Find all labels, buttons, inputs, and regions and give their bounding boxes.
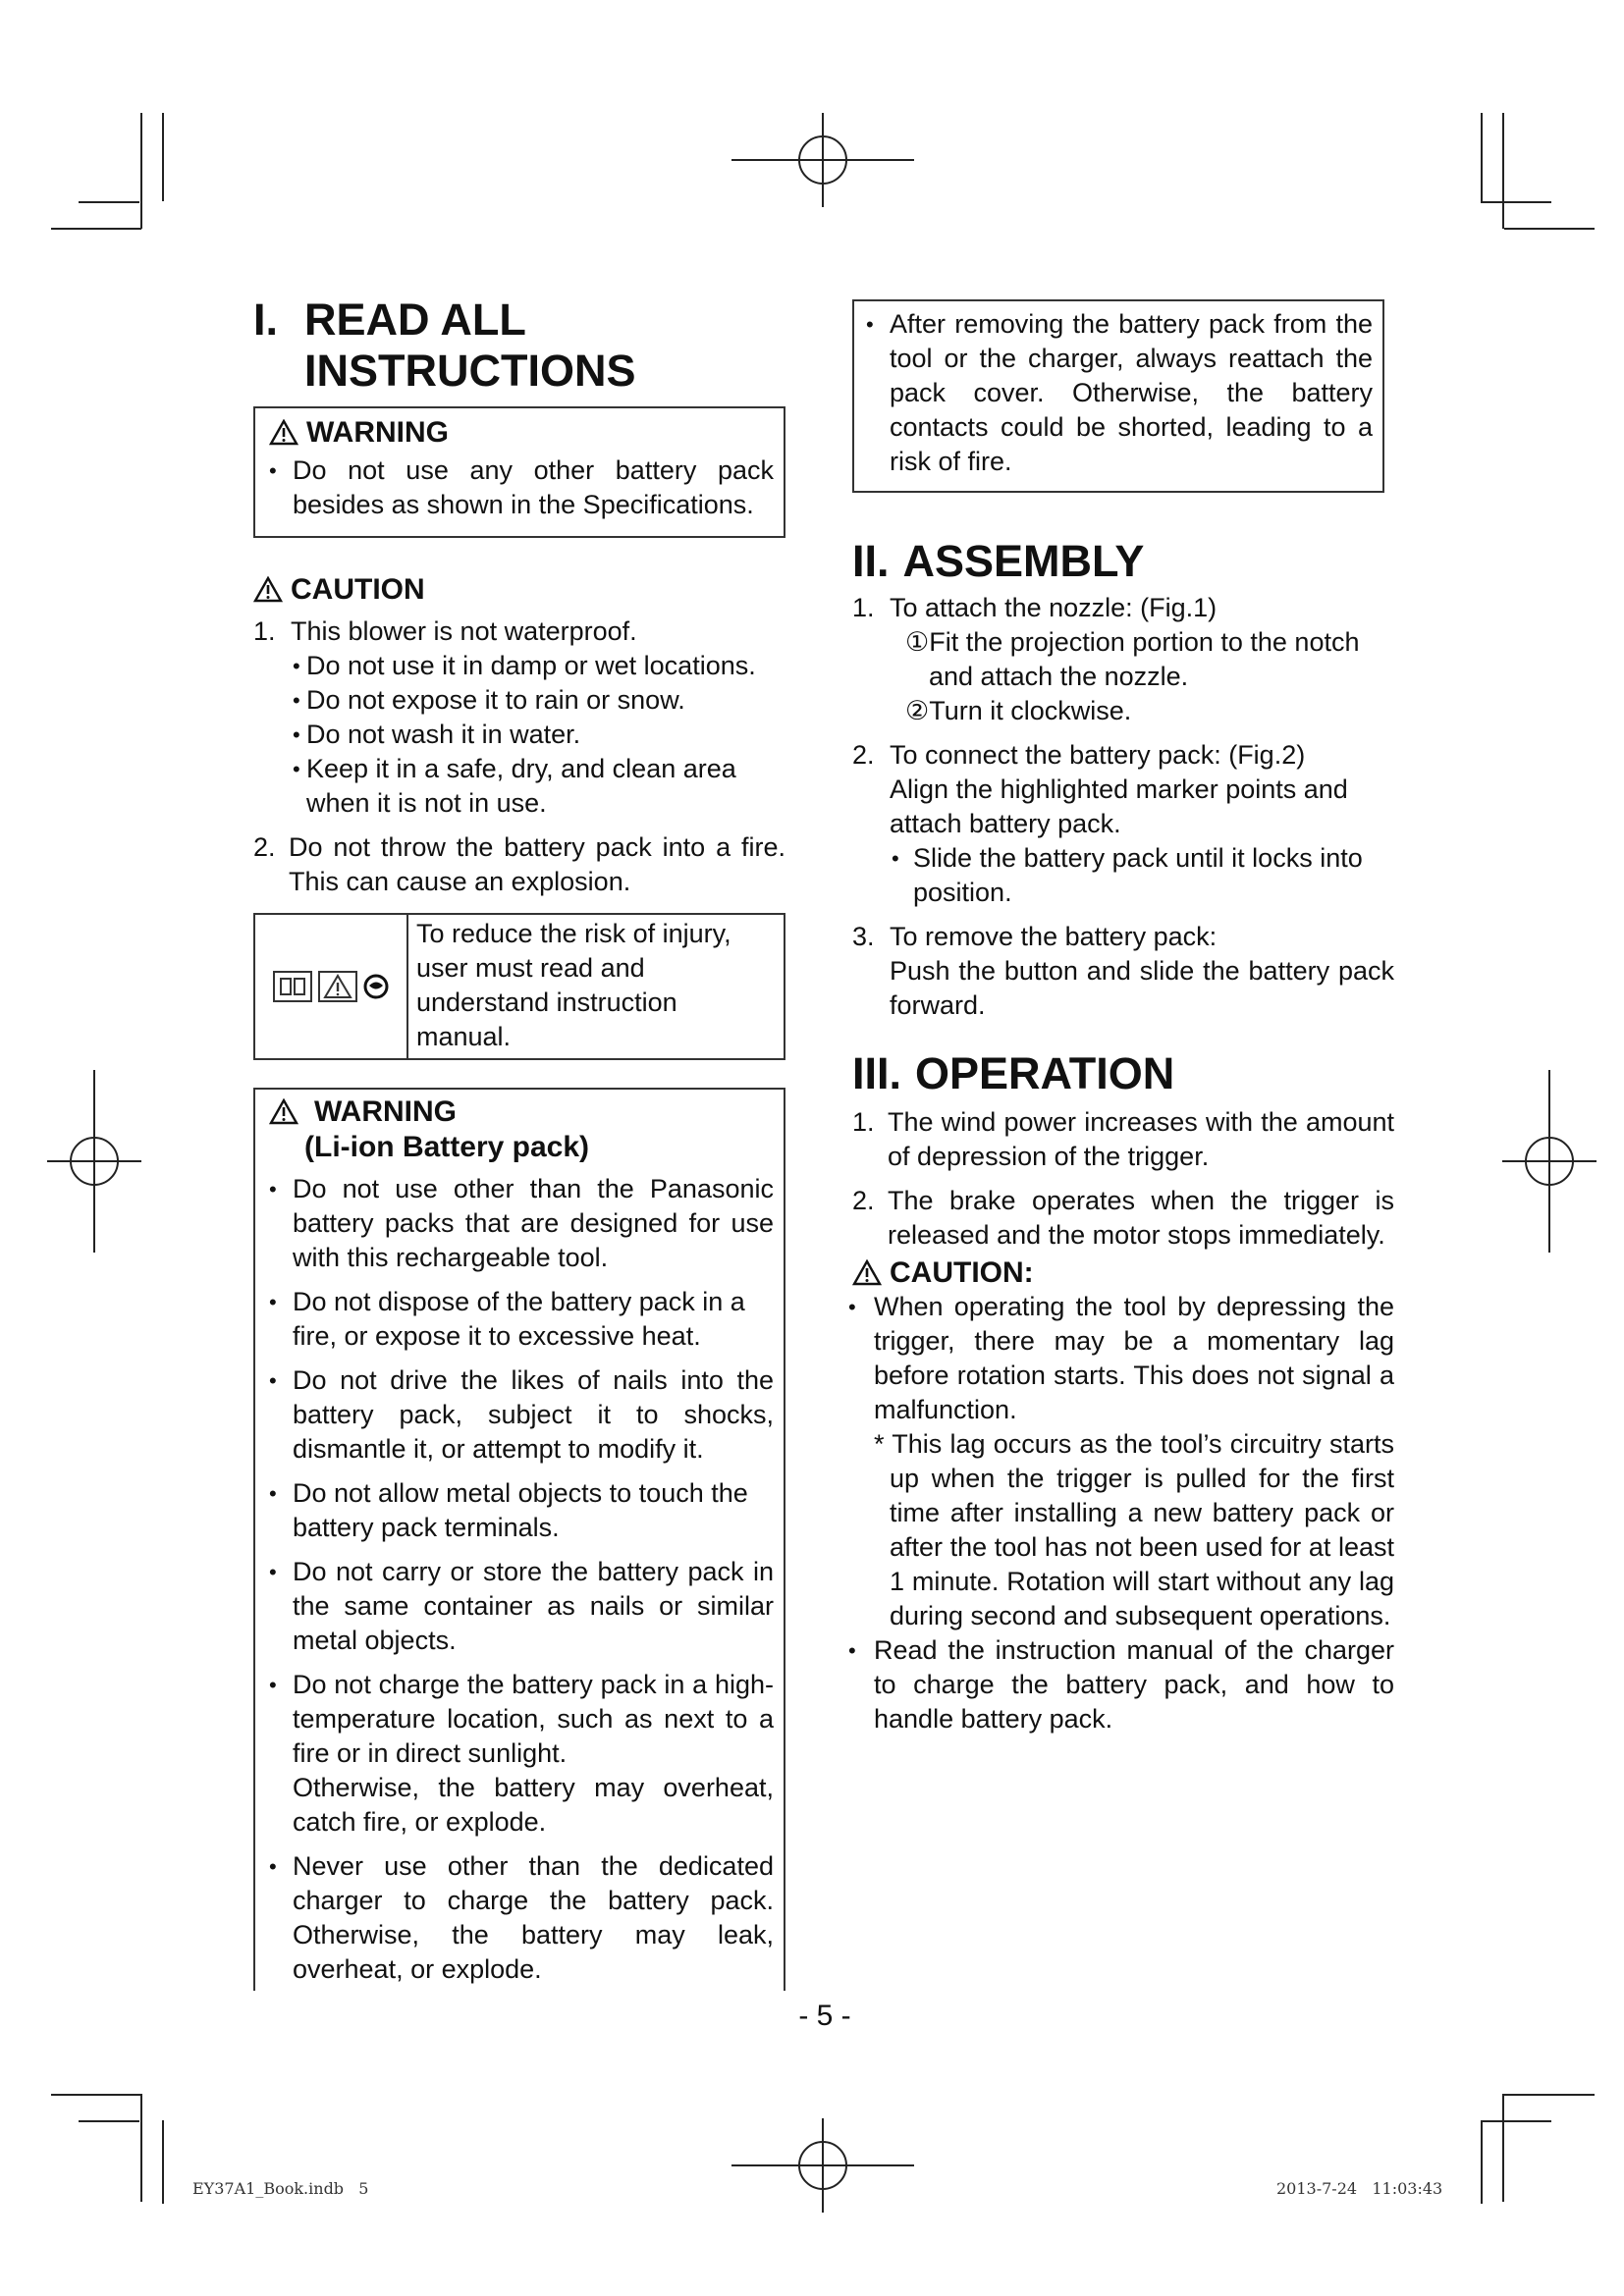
li-ion-warning-item: • Do not carry or store the battery pack in the same container as nails or similar metal objects. — [265, 1555, 774, 1658]
crop-mark — [1483, 2120, 1551, 2122]
warning-box — [253, 406, 785, 538]
operation-caution-note: * This lag occurs as the tool’s circuitry starts up when the trigger is pulled for the first time after installing a new battery pack or after the tool has not been used for at least 1 minute. Rotation will start without any lag during second and subsequent operations. — [874, 1428, 1394, 1630]
pack-cover-box — [852, 299, 1384, 493]
li-ion-warning-list — [265, 1172, 774, 1987]
warning-triangle-icon — [269, 1098, 298, 1125]
warning-title: WARNING — [269, 416, 774, 450]
crop-mark — [1504, 2094, 1595, 2096]
li-ion-warning-item: • Do not drive the likes of nails into the battery pack, subject it to shocks, dismantle it, or attempt to modify it. — [265, 1363, 774, 1467]
assembly-step-2: ②Turn it clockwise. — [905, 695, 1132, 725]
operation-item-1: 1. The wind power increases with the amount of depression of the trigger. — [852, 1106, 1394, 1171]
crop-mark — [1481, 2120, 1483, 2204]
assembly-list — [852, 591, 1394, 1023]
crop-mark — [140, 2094, 142, 2202]
li-ion-warning-item-group — [265, 1668, 774, 1840]
assembly-item-3: 3. To remove the battery pack: — [852, 921, 1218, 951]
warning-triangle-icon — [852, 1259, 882, 1286]
crop-mark — [51, 2094, 141, 2096]
caution-subitem: • Do not wash it in water. — [293, 718, 785, 752]
page-number: - 5 - — [798, 2000, 851, 2032]
warning-triangle-icon — [318, 971, 357, 1002]
registration-mark-bottom — [731, 2118, 914, 2213]
crop-mark — [140, 113, 142, 229]
li-ion-warning-item-extra: Otherwise, the battery may overheat, catch fire, or explode. — [293, 1772, 774, 1837]
right-column — [852, 299, 1394, 1746]
li-ion-warning-item: • Do not use other than the Panasonic battery packs that are designed for use with this rechargeable tool. — [265, 1172, 774, 1275]
registration-mark-right — [1502, 1070, 1597, 1253]
caution-sublist — [293, 649, 785, 821]
registration-mark-top — [731, 113, 914, 207]
crop-mark — [79, 2120, 139, 2122]
crop-mark — [51, 228, 141, 230]
read-manual-icon — [363, 974, 389, 999]
caution-subitem: • Do not expose it to rain or snow. — [293, 683, 785, 718]
assembly-item-1: 1. To attach the nozzle: (Fig.1) — [852, 592, 1218, 622]
crop-mark — [162, 113, 164, 201]
assembly-item-2: 2. To connect the battery pack: (Fig.2) — [852, 739, 1306, 770]
caution-subitem: • Keep it in a safe, dry, and clean area when it is not in use. — [293, 752, 785, 821]
crop-mark — [1483, 201, 1551, 203]
li-ion-warning-item: • Do not dispose of the battery pack in a fire, or expose it to excessive heat. — [265, 1285, 774, 1354]
symbol-description: To reduce the risk of injury, user must read and understand instruction manual. — [416, 918, 731, 1051]
warning-item: • Do not use any other battery pack besides as shown in the Specifications. — [265, 454, 774, 522]
li-ion-warning-item: • Do not allow metal objects to touch the battery pack terminals. — [265, 1476, 774, 1545]
caution-title: CAUTION — [253, 573, 785, 607]
caution-item-2: 2. Do not throw the battery pack into a fire. This can cause an explosion. — [253, 831, 785, 896]
section-title-assembly: II. ASSEMBLY — [852, 536, 1145, 586]
crop-mark — [1502, 2094, 1504, 2202]
caution-section — [253, 573, 785, 899]
crop-mark — [162, 2120, 164, 2204]
section-title-read-all: I. READ ALL INSTRUCTIONS — [253, 294, 636, 396]
li-ion-warning-item: • Never use other than the dedicated charger to charge the battery pack. Otherwise, the battery may leak, overheat, or explode. — [265, 1849, 774, 1987]
crop-mark — [79, 201, 139, 203]
li-ion-warning-subtitle: (Li-ion Battery pack) — [304, 1130, 590, 1163]
warning-triangle-icon — [269, 419, 298, 446]
assembly-item-2-body: Align the highlighted marker points and attach battery pack. — [890, 774, 1348, 838]
operation-caution-item: • Read the instruction manual of the charger to charge the battery pack, and how to handle battery pack. — [844, 1633, 1394, 1736]
assembly-item-3-body: Push the button and slide the battery pack forward. — [890, 955, 1394, 1020]
manual-book-icon — [273, 971, 312, 1002]
registration-mark-left — [47, 1070, 141, 1253]
operation-list — [852, 1105, 1394, 1253]
crop-mark — [1502, 113, 1504, 229]
footer-timestamp: 2013-7-24 11:03:43 — [1276, 2179, 1443, 2198]
caution-item-1: 1. This blower is not waterproof. — [253, 615, 637, 646]
operation-caution-item: • When operating the tool by depressing the trigger, there may be a momentary lag before rotation starts. This does not signal a malfunction. — [844, 1290, 1394, 1427]
operation-caution-title: CAUTION: — [852, 1256, 1394, 1290]
assembly-item-2-sub: • Slide the battery pack until it locks into position. — [892, 841, 1394, 910]
section-title-operation: III. OPERATION — [852, 1047, 1175, 1098]
assembly-step-1: ①Fit the projection portion to the notch and attach the nozzle. — [905, 626, 1360, 691]
caution-subitem: • Do not use it in damp or wet locations. — [293, 649, 785, 683]
symbol-cell — [255, 915, 408, 1058]
crop-mark — [1481, 113, 1483, 203]
symbol-box — [253, 913, 785, 1060]
footer-file-name: EY37A1_Book.indb 5 — [192, 2179, 369, 2198]
li-ion-warning-item: • Do not charge the battery pack in a high-temperature location, such as next to a fire or in direct sunlight. — [265, 1668, 774, 1771]
li-ion-warning-box — [253, 1088, 785, 1991]
li-ion-warning-title: WARNING — [269, 1095, 774, 1129]
operation-item-2: 2. The brake operates when the trigger is released and the motor stops immediately. — [852, 1185, 1394, 1250]
operation-caution-list — [844, 1290, 1394, 1736]
warning-triangle-icon — [253, 576, 283, 603]
crop-mark — [1504, 228, 1595, 230]
pack-cover-item: • After removing the battery pack from the tool or the charger, always reattach the pack cover. Otherwise, the battery contacts could be shorted, leading to a risk of fire. — [862, 307, 1373, 479]
left-column — [253, 294, 785, 1991]
